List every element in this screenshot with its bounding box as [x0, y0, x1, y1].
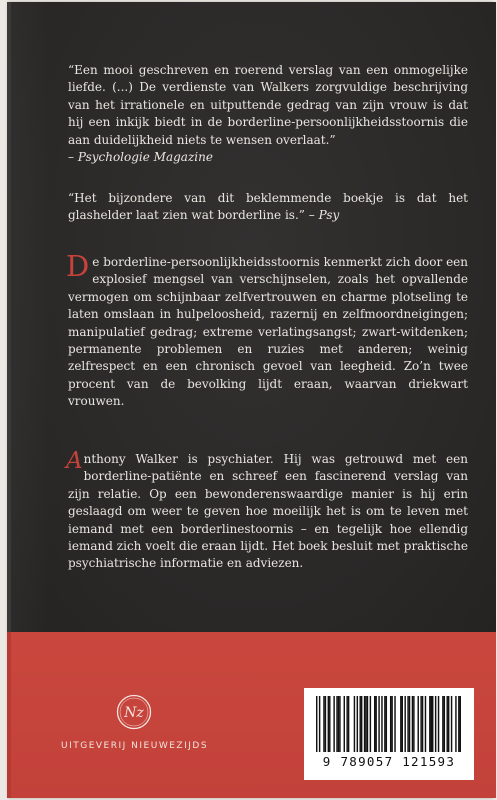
drop-cap-initial: A: [66, 448, 83, 474]
drop-cap-initial: D: [66, 249, 90, 283]
author-paragraph: [66, 448, 468, 573]
paragraph-1-text: e borderline-persoonlijkheidsstoornis kenmerkt zich door een explosief mengsel van verschijnselen, zoals het opvallende vermogen om schijnbaar zelfvertrouwen en charme plotseling te laten omslaan in hulpeloosheid, razernij en zelfmoordneigingen; manipulatief gedrag; extreme verlatingsangst; zwart-witdenken; permanente problemen en ruzies met anderen; weinig zelfrespect en een chronisch gevoel van leegheid. Zo’n twee procent van de bevolking lijdt eraan, waarvan driekwart vrouwen.: [68, 255, 468, 409]
blurb-paragraph-1: [66, 249, 468, 411]
review-quote-1: [68, 62, 468, 166]
barcode-digits: 9 789057 121593: [322, 754, 456, 769]
publisher-name: UITGEVERIJ NIEUWEZIJDS: [61, 741, 209, 751]
publisher-logo-text: Nz: [124, 705, 144, 721]
book-back-cover: [7, 2, 492, 798]
dark-panel: [7, 2, 496, 632]
quote-1-source: – Psychologie Magazine: [68, 150, 213, 165]
barcode-bars: [316, 696, 462, 754]
quote-2-text: “Het bijzondere van dit beklemmende boekje is dat het glashelder laat zien wat borderline is.” –: [68, 191, 468, 223]
review-quote-2: [68, 190, 468, 225]
quote-2-source: Psy: [318, 208, 340, 223]
red-panel: [7, 632, 496, 798]
barcode: [304, 688, 474, 780]
publisher-logo-icon: [116, 694, 152, 730]
paragraph-2-text: nthony Walker is psychiater. Hij was getrouwd met een borderline-patiënte en schreef een fascinerend verslag van zijn relatie. Op een bewonderenswaardige manier is hij erin geslaagd om weer te geven hoe moeilijk het is om te leven met iemand met een borderlinestoornis – en tegelijk hoe ellendig iemand zich voelt die eraan lijdt. Het boek besluit met praktische psychiatrische informatie en adviezen.: [68, 452, 468, 571]
quote-1-text: “Een mooi geschreven en roerend verslag van een onmogelijke liefde. (...) De verdienste van Walkers zorgvuldige beschrijving van het irrationele en uitputtende gedrag van zijn vrouw is dat hij een inkijk biedt in de borderline-persoonlijkheidsstoornis die aan duidelijkheid niets te wensen overlaat.”: [68, 63, 468, 147]
